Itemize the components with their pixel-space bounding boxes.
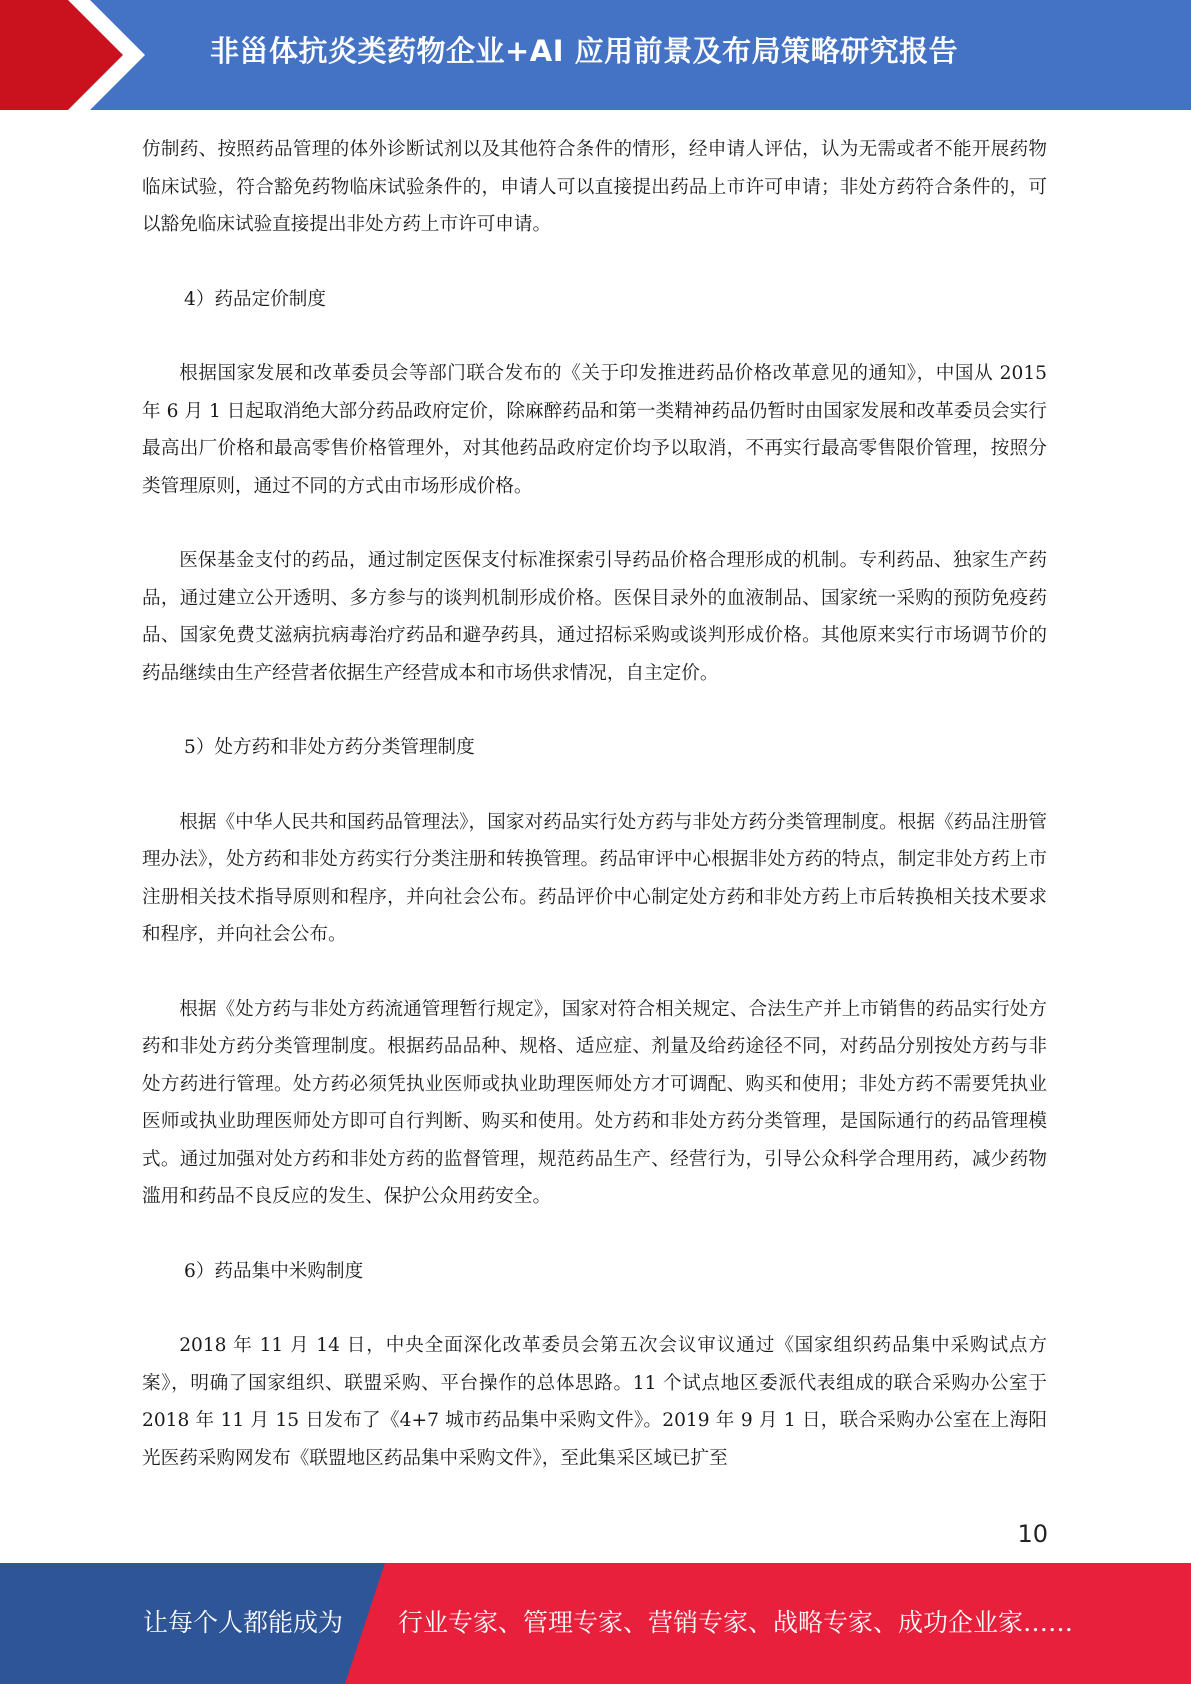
report-title: 非甾体抗炎类药物企业+AI 应用前景及布局策略研究报告 <box>210 34 959 68</box>
paragraph-2: 根据国家发展和改革委员会等部门联合发布的《关于印发推进药品价格改革意见的通知》，中国从 2015 年 6 月 1 日起取消绝大部分药品政府定价，除麻醉药品和第一类精神药品仍暂时由国家发展和改革委员会实行最高出厂价格和最高零售价格管理外，对其他药品政府定价均予以取消，不再实行最高零售限价管理，按照分类管理原则，通过不同的方式由市场形成价格。 <box>142 363 1047 497</box>
paragraph-6: 2018 年 11 月 14 日，中央全面深化改革委员会第五次会议审议通过《国家组织药品集中采购试点方案》，明确了国家组织、联盟采购、平台操作的总体思路。11 个试点地区委派代表组成的联合采购办公室于 2018 年 11 月 15 日发布了《4+7 城市药品集中采购文件》。2019 年 9 月 1 日，联合采购办公室在上海阳光医药采购网发布《联盟地区药品集中采购文件》，至此集采区域已扩至 <box>142 1335 1047 1469</box>
section-heading-5: 5）处方药和非处方药分类管理制度 <box>184 737 475 758</box>
footer-slogan-left: 让每个人都能成为 <box>143 1608 344 1637</box>
paragraph-5: 根据《处方药与非处方药流通管理暂行规定》，国家对符合相关规定、合法生产并上市销售的药品实行处方药和非处方药分类管理制度。根据药品品种、规格、适应症、剂量及给药途径不同，对药品分别按处方药与非处方药进行管理。处方药必须凭执业医师或执业助理医师处方才可调配、购买和使用；非处方药不需要凭执业医师或执业助理医师处方即可自行判断、购买和使用。处方药和非处方药分类管理，是国际通行的药品管理模式。通过加强对处方药和非处方药的监督管理，规范药品生产、经营行为，引导公众科学合理用药，减少药物滥用和药品不良反应的发生、保护公众用药安全。 <box>142 998 1047 1207</box>
paragraph-4: 根据《中华人民共和国药品管理法》，国家对药品实行处方药与非处方药分类管理制度。根据《药品注册管理办法》，处方药和非处方药实行分类注册和转换管理。药品审评中心根据非处方药的特点，制定非处方药上市注册相关技术指导原则和程序，并向社会公布。药品评价中心制定处方药和非处方药上市后转换相关技术要求和程序，并向社会公布。 <box>142 811 1047 945</box>
page-number: 10 <box>1017 1520 1048 1548</box>
section-heading-4: 4）药品定价制度 <box>184 288 326 310</box>
section-heading-6: 6）药品集中米购制度 <box>184 1260 364 1282</box>
page-content <box>142 131 1047 1514</box>
page-footer <box>0 1563 1191 1684</box>
paragraph-1: 仿制药、按照药品管理的体外诊断试剂以及其他符合条件的情形，经申请人评估，认为无需或者不能开展药物临床试验，符合豁免药物临床试验条件的，申请人可以直接提出药品上市许可申请；非处方药符合条件的，可以豁免临床试验直接提出非处方药上市许可申请。 <box>142 139 1047 235</box>
footer-slogan-right: 行业专家、管理专家、营销专家、战略专家、成功企业家…… <box>398 1608 1074 1637</box>
page-header <box>0 0 1191 110</box>
paragraph-3: 医保基金支付的药品，通过制定医保支付标准探索引导药品价格合理形成的机制。专利药品、独家生产药品，通过建立公开透明、多方参与的谈判机制形成价格。医保目录外的血液制品、国家统一采购的预防免疫药品、国家免费艾滋病抗病毒治疗药品和避孕药具，通过招标采购或谈判形成价格。其他原来实行市场调节价的药品继续由生产经营者依据生产经营成本和市场供求情况，自主定价。 <box>142 550 1047 684</box>
